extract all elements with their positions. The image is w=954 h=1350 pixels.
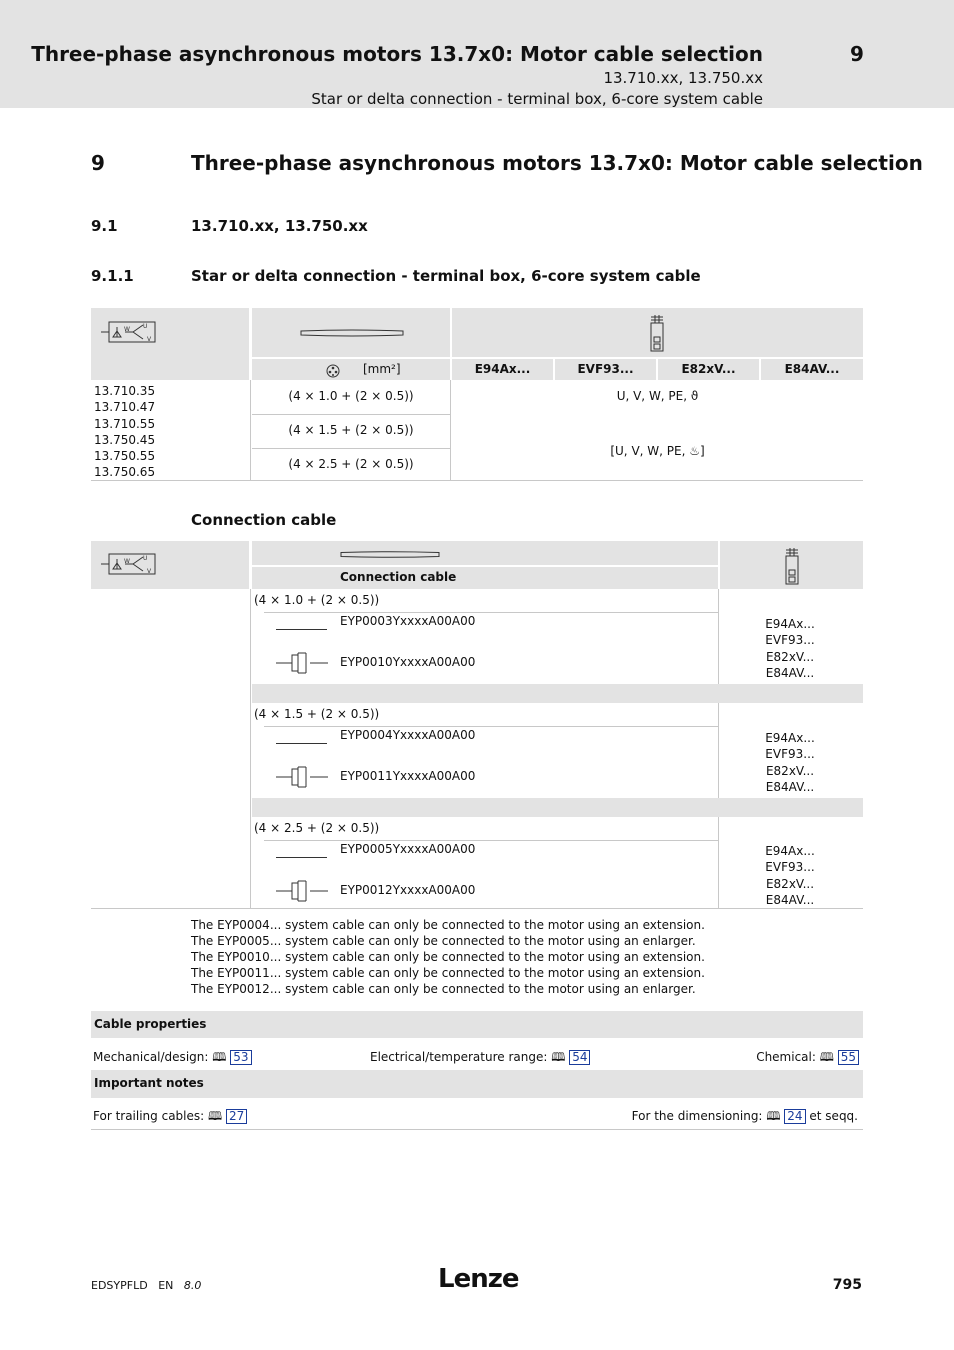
plain-cable-end-icon — [276, 629, 327, 630]
divider — [252, 414, 450, 415]
controller-type: E94Ax... — [765, 731, 815, 745]
connection-with-thermal-contact: [U, V, W, PE, ♨] — [610, 444, 705, 458]
controller-type: EVF93... — [765, 747, 815, 762]
section-title: Three-phase asynchronous motors 13.7x0: Motor cable selection — [191, 151, 923, 175]
cable-cross-section-1: (4 × 1.0 + (2 × 0.5)) — [254, 593, 380, 607]
motor-type: 13.750.55 — [94, 449, 156, 464]
group-separator — [252, 684, 863, 703]
motor-list — [94, 383, 155, 481]
cable-notes — [191, 917, 705, 997]
divider — [252, 448, 450, 449]
cable-icon-cell — [252, 541, 718, 565]
svg-text:U: U — [143, 323, 148, 330]
controller-list — [720, 730, 860, 795]
mechanical-label: Mechanical/design: — [93, 1050, 209, 1064]
section-number: 9 — [91, 151, 105, 175]
motor-type: 13.710.35 — [94, 384, 156, 398]
connection-cable-heading: Connection cable — [191, 511, 337, 529]
svg-text:W: W — [124, 558, 130, 565]
svg-text:V: V — [147, 568, 152, 575]
divider — [91, 908, 863, 909]
divider — [91, 480, 863, 481]
svg-text:U: U — [143, 555, 148, 562]
mechanical-page-link[interactable]: 53 — [230, 1050, 251, 1065]
controller-type: E84AV... — [765, 892, 815, 907]
electrical-reference — [370, 1048, 590, 1069]
controller-header-4: E84AV... — [761, 359, 863, 380]
subsubsection-title: Star or delta connection - terminal box, 6-core system cable — [191, 267, 701, 285]
controller-list — [720, 843, 860, 908]
cross-section-2: (4 × 1.5 + (2 × 0.5)) — [288, 423, 414, 437]
svg-text:V: V — [147, 336, 152, 343]
controller-icon-cell — [720, 541, 863, 589]
plug-connector-icon — [276, 880, 328, 902]
unit-label: [mm²] — [363, 362, 401, 376]
connection-cable-column-label: Connection cable — [252, 567, 718, 589]
cable-order-number: EYP0004YxxxxA00A00 — [340, 728, 476, 742]
header-subtitle-2: Star or delta connection - terminal box, 6-core system cable — [311, 90, 763, 108]
controller-type: E82xV... — [765, 649, 815, 664]
header-title: Three-phase asynchronous motors 13.7x0: Motor cable selection — [31, 42, 763, 66]
connection-with-sensor: U, V, W, PE, ϑ — [616, 389, 699, 403]
unit-cell — [252, 359, 450, 380]
divider — [264, 726, 718, 727]
note: The EYP0005... system cable can only be connected to the motor using an enlarger. — [191, 934, 696, 948]
motor-type: 13.750.65 — [94, 465, 156, 480]
electrical-page-link[interactable]: 54 — [569, 1050, 590, 1065]
controller-type: E84AV... — [765, 665, 815, 680]
group-separator — [252, 798, 863, 817]
motor-icon-cell — [91, 541, 249, 589]
page-number: 795 — [832, 1277, 862, 1293]
plain-cable-end-icon — [276, 743, 327, 744]
divider — [718, 589, 719, 908]
book-icon: 🕮 — [551, 1050, 566, 1064]
controller-type: EVF93... — [765, 860, 815, 875]
chemical-reference — [756, 1048, 859, 1069]
controller-type: E84AV... — [765, 779, 815, 794]
plug-connector-icon — [276, 766, 328, 788]
controller-icon — [649, 315, 665, 353]
book-icon: 🕮 — [208, 1109, 223, 1123]
cable-order-number: EYP0003YxxxxA00A00 — [340, 614, 476, 628]
controller-type: E82xV... — [765, 876, 815, 891]
svg-text:W: W — [124, 326, 130, 333]
divider — [264, 612, 718, 613]
subsection-number: 9.1 — [91, 217, 118, 235]
cable-icon-cell — [252, 308, 450, 357]
cable-icon — [340, 551, 440, 558]
dimensioning-suffix: et seqq. — [809, 1109, 858, 1123]
cable-order-number: EYP0005YxxxxA00A00 — [340, 842, 476, 856]
trailing-cables-reference — [93, 1107, 247, 1128]
cross-section-3: (4 × 2.5 + (2 × 0.5)) — [288, 457, 414, 471]
dimensioning-page-link[interactable]: 24 — [784, 1109, 805, 1124]
trailing-page-link[interactable]: 27 — [226, 1109, 247, 1124]
controller-header-3: E82xV... — [658, 359, 759, 380]
book-icon: 🕮 — [766, 1109, 781, 1123]
controller-type: E82xV... — [765, 763, 815, 778]
cable-order-number: EYP0011YxxxxA00A00 — [340, 769, 476, 783]
plug-connector-icon — [276, 652, 328, 674]
controller-list — [720, 616, 860, 681]
note: The EYP0010... system cable can only be connected to the motor using an extension. — [191, 950, 705, 964]
document-id — [91, 1279, 201, 1292]
controller-header-1: E94Ax... — [452, 359, 553, 380]
controller-header-2: EVF93... — [555, 359, 656, 380]
motor-type: 13.710.47 — [94, 400, 156, 415]
controller-type: EVF93... — [765, 633, 815, 648]
subsection-title: 13.710.xx, 13.750.xx — [191, 217, 368, 235]
header-subtitle-1: 13.710.xx, 13.750.xx — [603, 69, 763, 87]
divider — [91, 1129, 863, 1130]
controller-icon-cell — [452, 308, 863, 357]
doc-version: 8.0 — [183, 1279, 202, 1292]
cable-icon — [300, 329, 404, 337]
motor-icon-cell — [91, 308, 249, 380]
dimensioning-label: For the dimensioning: — [631, 1109, 763, 1123]
divider — [264, 840, 718, 841]
plain-cable-end-icon — [276, 857, 327, 858]
dimensioning-reference — [632, 1107, 858, 1128]
cable-order-number: EYP0010YxxxxA00A00 — [340, 655, 476, 669]
controller-icon — [784, 548, 800, 586]
divider — [250, 589, 251, 908]
divider — [450, 380, 451, 481]
chemical-label: Chemical: — [756, 1050, 816, 1064]
cable-order-number: EYP0012YxxxxA00A00 — [340, 883, 476, 897]
motor-terminal-icon — [99, 551, 159, 577]
doc-code: EDSYPFLD — [91, 1279, 148, 1292]
doc-language: EN — [158, 1279, 174, 1292]
book-icon: 🕮 — [212, 1050, 227, 1064]
cable-cross-section-3: (4 × 2.5 + (2 × 0.5)) — [254, 821, 380, 835]
motor-terminal-icon — [99, 319, 159, 345]
controller-type: E94Ax... — [765, 617, 815, 631]
note: The EYP0011... system cable can only be connected to the motor using an extension. — [191, 966, 705, 980]
note: The EYP0012... system cable can only be connected to the motor using an enlarger. — [191, 982, 696, 996]
chemical-page-link[interactable]: 55 — [838, 1050, 859, 1065]
electrical-label: Electrical/temperature range: — [370, 1050, 548, 1064]
subsubsection-number: 9.1.1 — [91, 267, 134, 285]
cable-cross-section-2: (4 × 1.5 + (2 × 0.5)) — [254, 707, 380, 721]
book-icon: 🕮 — [819, 1050, 834, 1064]
trailing-label: For trailing cables: — [93, 1109, 205, 1123]
motor-type: 13.750.45 — [94, 432, 156, 447]
mechanical-reference — [93, 1048, 252, 1069]
important-notes-heading: Important notes — [91, 1070, 863, 1098]
header-chapter-number: 9 — [850, 42, 864, 66]
motor-type: 13.710.55 — [94, 416, 156, 431]
cross-section-1: (4 × 1.0 + (2 × 0.5)) — [288, 389, 414, 403]
cable-properties-heading: Cable properties — [91, 1011, 863, 1038]
cross-section-icon — [326, 364, 340, 378]
lenze-logo: Lenze — [438, 1264, 519, 1294]
controller-type: E94Ax... — [765, 844, 815, 858]
divider — [250, 380, 251, 481]
note: The EYP0004... system cable can only be connected to the motor using an extension. — [191, 918, 705, 932]
